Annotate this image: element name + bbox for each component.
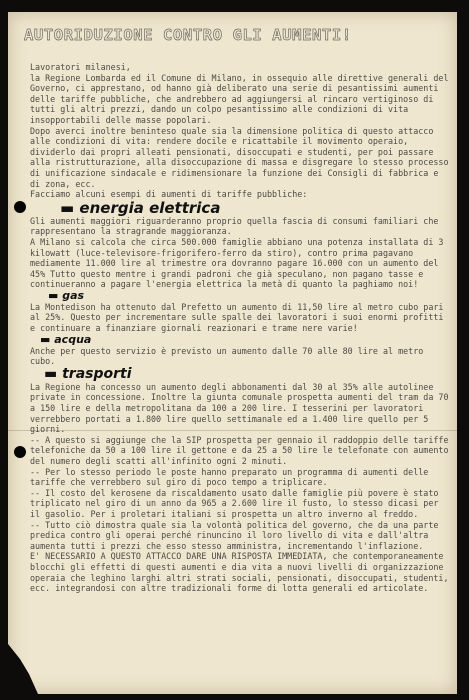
paragraph-conclusion: E' NECESSARIO A QUESTO ATTACCO DARE UNA RISPOSTA IMMEDIATA, che contemporaneamente blocchi gli effetti di questi aumenti e dia vita a nuovi livelli di organizzazione operaia che leghino larghi altri strati sociali, pensionati, disoccupati, studenti, ecc. integrandosi con altre tradizionali forme di lotta generali ed articolate. [30, 551, 449, 594]
paragraph-intro: Lavoratori milanesi, la Regione Lombarda ed il Comune di Milano, in ossequio alle direttive generali del Governo, ci apprestano, od hanno già deliberato una serie di pesantissimi aumenti delle tariffe pubbliche, che andrebbero ad aggiungersi al rincaro vertiginoso di tutti gli altri prezzi, dando un colpo pesantissimo alle condizioni di vita insopportabili delle masse popolari. [30, 62, 449, 125]
paragraph-acqua: Anche per questo servizio è previsto un aumento dalle 70 alle 80 lire al metro cubo. [30, 345, 424, 367]
heading-arrow: ▬ [60, 198, 75, 217]
punch-hole-top [14, 201, 26, 213]
torn-corner [8, 644, 38, 694]
paragraph-gas: La Montedison ha ottenuto dal Prefetto un aumento di 11,50 lire al metro cubo pari al 25%. Questo per incrementare sulle spalle dei lavoratori i suoi enormi profitti e continuare a finanziare giornali reazionari e trame nere varie! [30, 301, 444, 334]
heading-arrow: ▬ [44, 365, 58, 382]
document-title: AUTORIDUZIONE CONTRO GLI AUMENTI! [24, 26, 352, 44]
heading-trasporti: ▬ trasporti [44, 365, 132, 382]
paragraph-political: Dopo averci inoltre beninteso quale sia la dimensione politica di questo attacco alle condizioni di vita: rendere docile e ricattabile il movimento operaio, dividerlo dai propri alleati pensionati, disoccupati e studenti, per poi passare alla ristrutturazione, alla disoccupazione di massa e disgregare lo stesso processo di unificazione sindacale e ridimensionare la funzione dei Consigli di fabbrica e di zona, ecc. Facciamo alcuni esempi di aumenti di tariffe pubbliche: [30, 125, 449, 200]
heading-energia-elettrica: ▬ energia elettrica [60, 198, 221, 217]
paragraph-trasporti: La Regione ha concesso un aumento degli abbonamenti dal 30 al 35% alle autolinee private in concessione. Inoltre la giunta comunale prospetta aumenti del tram da 70 a 150 lire e della metropolitana da 100 a 200 lire. I tesserini per lavoratori verrebbero portati a 1.800 lire quello settimanale ed a 1.400 lire quello per 5 giorni. -- A questo si aggiunge che la SIP prospetta per gennaio il raddoppio delle tariffe telefoniche da 50 a 100 lire il gettone e da 25 a 50 lire le telefonate con aumento del numero degli scatti all'infinito ogni 2 minuti. -- Per lo stesso periodo le poste hanno preparato un programma di aumenti delle tariffe che verrebbero sul giro di poco tempo a triplicare. -- Il costo del kerosene da riscaldamento usato dalle famiglie più povere è stato triplicato nel giro di un anno da 965 a 2.600 lire il fusto, lo stesso dicasi per il gasolio. Per i proletari italiani si prospetta un altro inverno al freddo. -- Tutto ciò dimostra quale sia la volontà politica del governo, che da una parte predica contro gli operai perché rinuncino il loro livello di vita e dall'altra aumenta tutti i prezzi che esso stesso amministra, incrementando l'inflazione. [30, 381, 449, 551]
punch-hole-bottom [14, 446, 26, 458]
document-body [30, 62, 450, 594]
heading-arrow: ▬ [40, 332, 51, 346]
heading-acqua: ▬ acqua [40, 332, 92, 346]
paragraph-energia: Gli aumenti maggiori riguarderanno proprio quella fascia di consumi familiari che rappresentano la stragrande maggioranza. A Milano si calcola che circa 500.000 famiglie abbiano una potenza installata di 3 kilowatt (luce-televisore-frigorifero-ferro da stiro), contro prima pagavano mediamente 11.000 lire al trimestre ora dovranno pagare 16.000 con un aumento del 45% Tutto questo mentre i grandi padroni che già speculano, non pagano tasse e continueranno a pagare l'energia elettrica la metà di quanto la paghiamo noi! [30, 215, 444, 290]
heading-arrow: ▬ [48, 288, 59, 302]
heading-gas: ▬ gas [48, 288, 85, 302]
